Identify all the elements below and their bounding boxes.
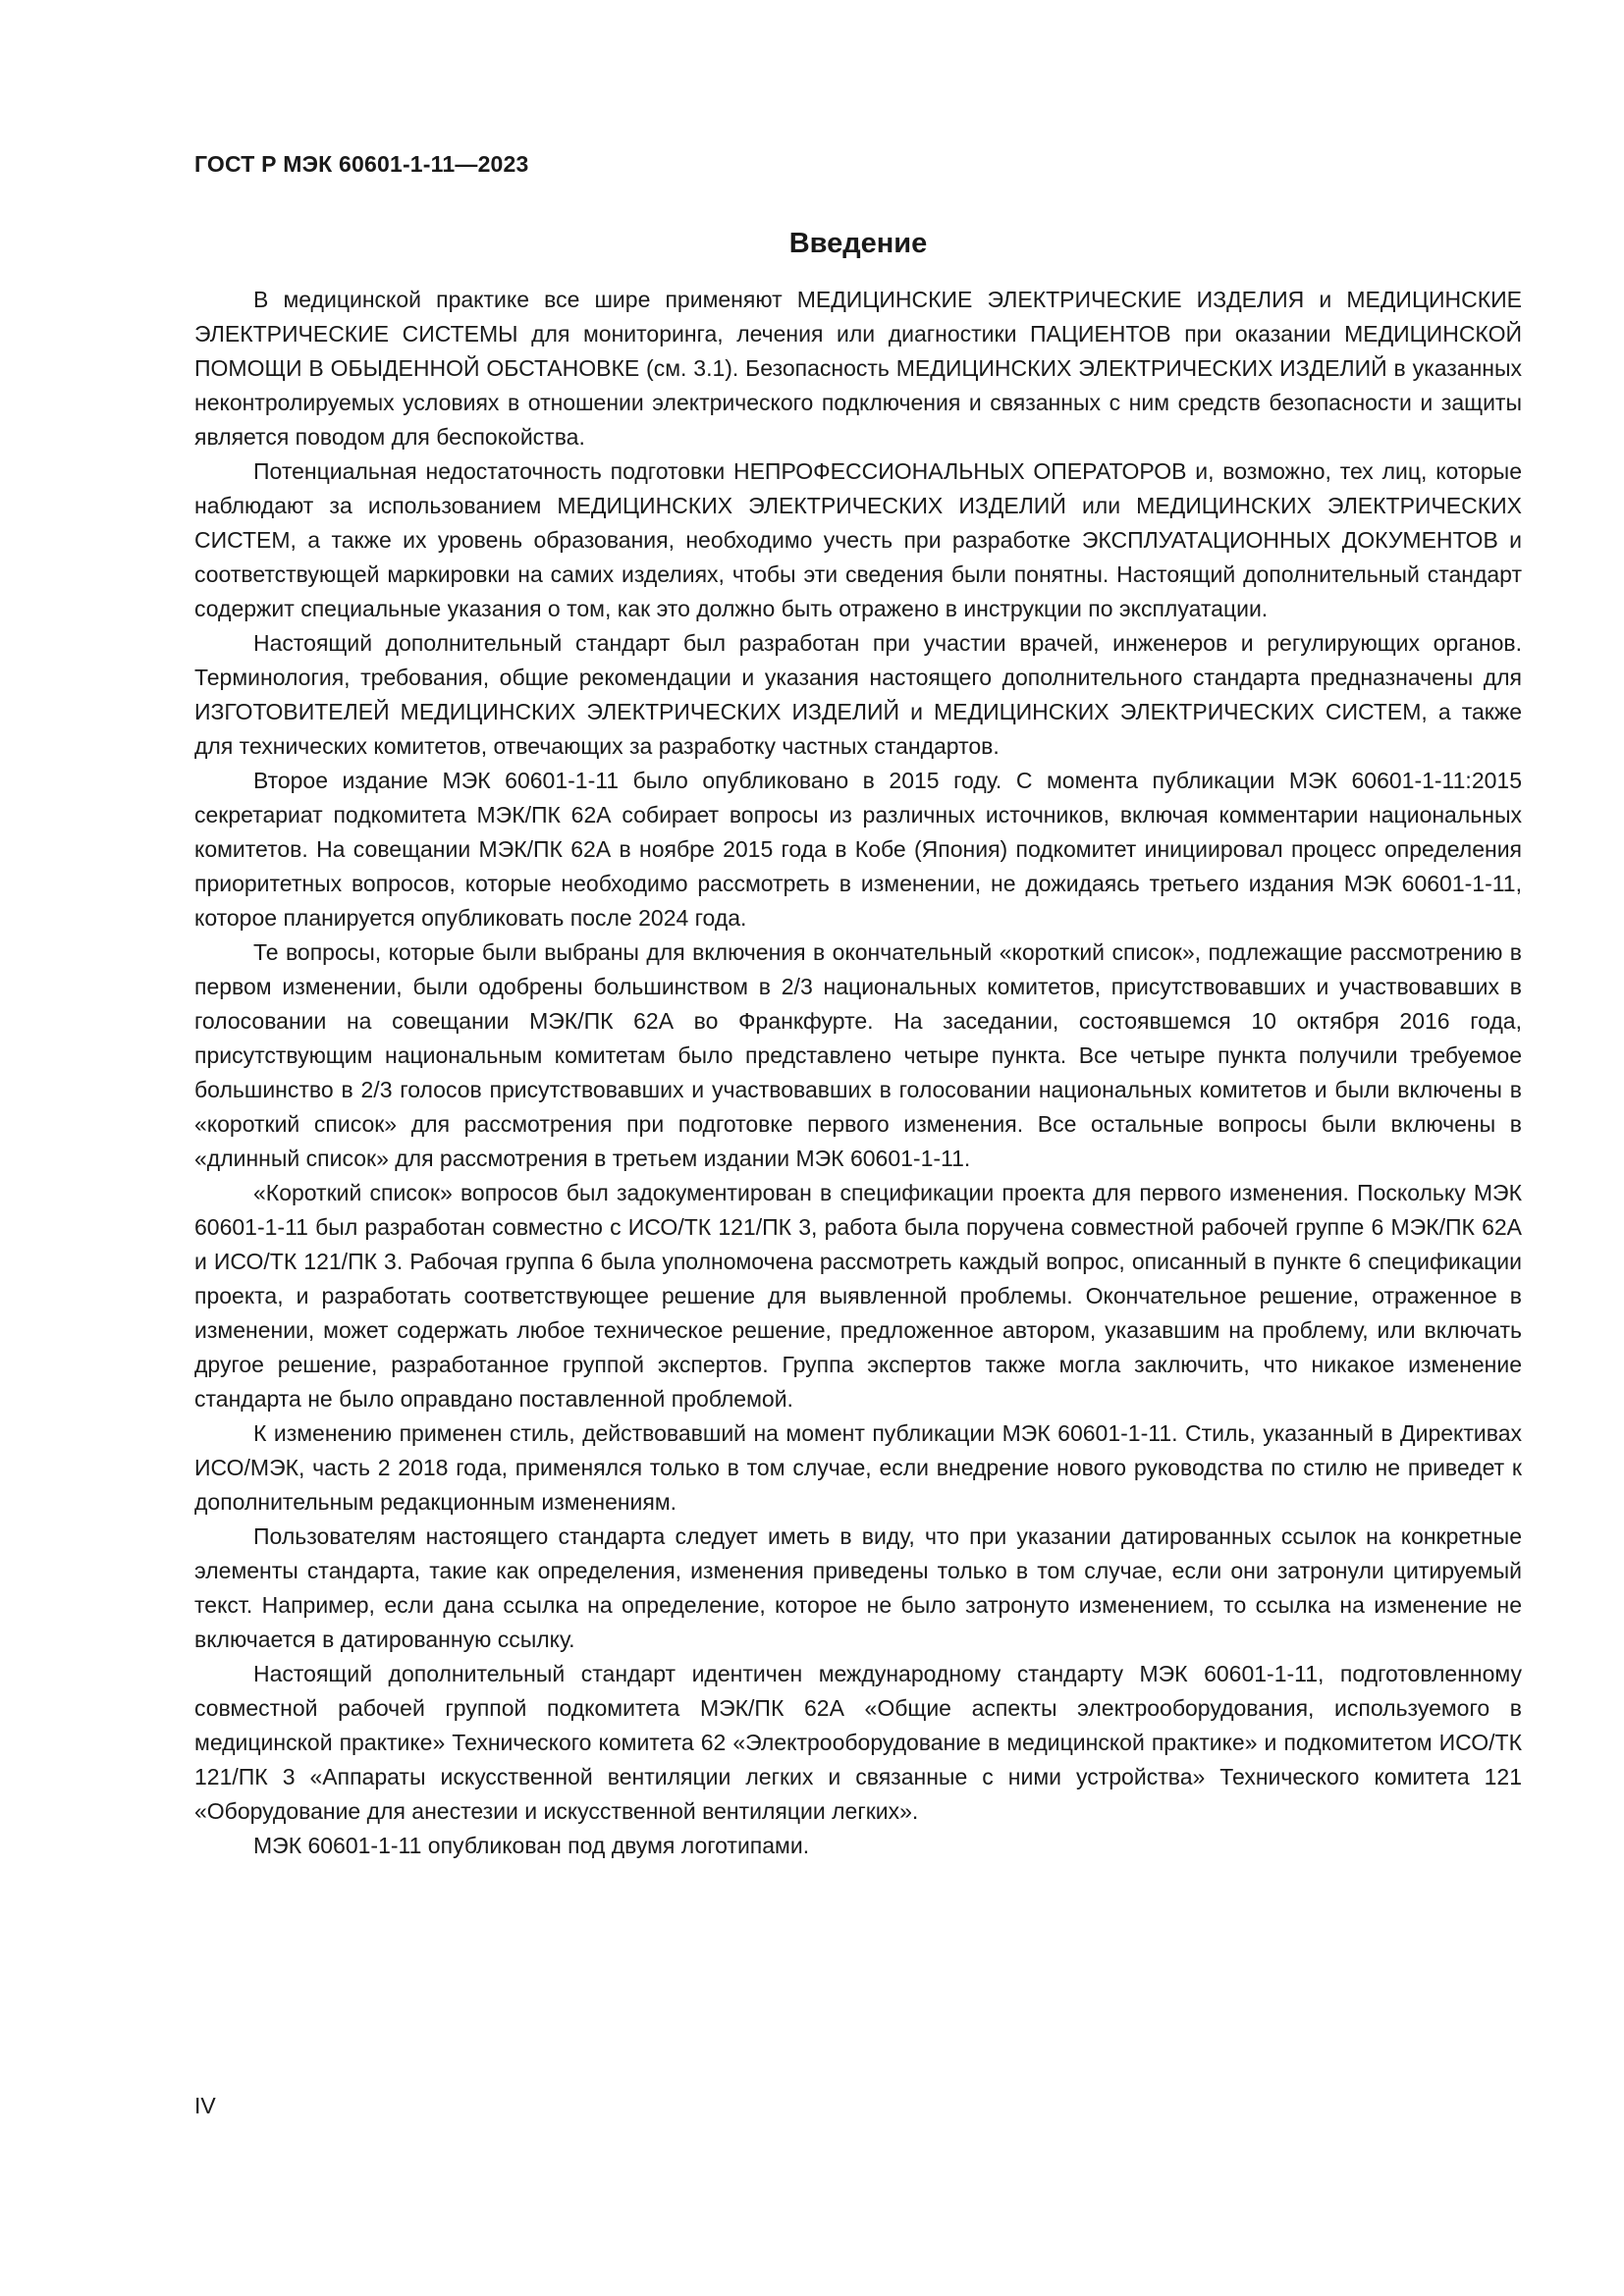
section-title: Введение: [788, 228, 928, 259]
paragraph: К изменению применен стиль, действовавший на момент публикации МЭК 60601-1-11. Стиль, указанный в Директивах ИСО/МЭК, часть 2 2018 года, применялся только в том случае, если внедрение нового руководства по стилю не приведет к дополнительным редакционным изменениям.: [194, 1420, 1522, 1515]
page-number: IV: [194, 2093, 216, 2118]
paragraph: Настоящий дополнительный стандарт был разработан при участии врачей, инженеров и регулирующих органов. Терминология, требования, общие рекомендации и указания настоящего дополнительного стандарта предназначены для ИЗГОТОВИТЕЛЕЙ МЕДИЦИНСКИХ ЭЛЕКТРИЧЕСКИХ ИЗДЕЛИЙ и МЕДИЦИНСКИХ ЭЛЕКТРИЧЕСКИХ СИСТЕМ, а также для технических комитетов, отвечающих за разработку частных стандартов.: [194, 630, 1522, 759]
standard-code-header: ГОСТ Р МЭК 60601-1-11—2023: [194, 151, 529, 177]
paragraph: МЭК 60601-1-11 опубликован под двумя логотипами.: [253, 1833, 810, 1858]
paragraph: «Короткий список» вопросов был задокументирован в спецификации проекта для первого изменения. Поскольку МЭК 60601-1-11 был разработан совместно с ИСО/ТК 121/ПК 3, работа была поручена совместной рабочей группе 6 МЭК/ПК 62А и ИСО/ТК 121/ПК 3. Рабочая группа 6 была уполномочена рассмотреть каждый вопрос, описанный в пункте 6 спецификации проекта, и разработать соответствующее решение для выявленной проблемы. Окончательное решение, отраженное в изменении, может содержать любое техническое решение, предложенное автором, указавшим на проблему, или включать другое решение, разработанное группой экспертов. Группа экспертов также могла заключить, что никакое изменение стандарта не было оправдано поставленной проблемой.: [194, 1180, 1522, 1412]
paragraph: В медицинской практике все шире применяют МЕДИЦИНСКИЕ ЭЛЕКТРИЧЕСКИЕ ИЗДЕЛИЯ и МЕДИЦИНСКИЕ ЭЛЕКТРИЧЕСКИЕ СИСТЕМЫ для мониторинга, лечения или диагностики ПАЦИЕНТОВ при оказании МЕДИЦИНСКОЙ ПОМОЩИ В ОБЫДЕННОЙ ОБСТАНОВКЕ (см. 3.1). Безопасность МЕДИЦИНСКИХ ЭЛЕКТРИЧЕСКИХ ИЗДЕЛИЙ в указанных неконтролируемых условиях в отношении электрического подключения и связанных с ним средств безопасности и защиты является поводом для беспокойства.: [194, 287, 1522, 450]
paragraph: Второе издание МЭК 60601-1-11 было опубликовано в 2015 году. С момента публикации МЭК 60601-1-11:2015 секретариат подкомитета МЭК/ПК 62А собирает вопросы из различных источников, включая комментарии национальных комитетов. На совещании МЭК/ПК 62А в ноябре 2015 года в Кобе (Япония) подкомитет инициировал процесс определения приоритетных вопросов, которые необходимо рассмотреть в изменении, не дожидаясь третьего издания МЭК 60601-1-11, которое планируется опубликовать после 2024 года.: [194, 768, 1522, 931]
paragraph: Пользователям настоящего стандарта следует иметь в виду, что при указании датированных ссылок на конкретные элементы стандарта, такие как определения, изменения приведены только в том случае, если они затронули цитируемый текст. Например, если дана ссылка на определение, которое не было затронуто изменением, то ссылка на изменение не включается в датированную ссылку.: [194, 1523, 1522, 1652]
introduction-body: [194, 283, 1522, 1863]
paragraph: Потенциальная недостаточность подготовки НЕПРОФЕССИОНАЛЬНЫХ ОПЕРАТОРОВ и, возможно, тех лиц, которые наблюдают за использованием МЕДИЦИНСКИХ ЭЛЕКТРИЧЕСКИХ ИЗДЕЛИЙ или МЕДИЦИНСКИХ ЭЛЕКТРИЧЕСКИХ СИСТЕМ, а также их уровень образования, необходимо учесть при разработке ЭКСПЛУАТАЦИОННЫХ ДОКУМЕНТОВ и соответствующей маркировки на самих изделиях, чтобы эти сведения были понятны. Настоящий дополнительный стандарт содержит специальные указания о том, как это должно быть отражено в инструкции по эксплуатации.: [194, 458, 1522, 621]
paragraph: Настоящий дополнительный стандарт идентичен международному стандарту МЭК 60601-1-11, подготовленному совместной рабочей группой подкомитета МЭК/ПК 62А «Общие аспекты электрооборудования, используемого в медицинской практике» Технического комитета 62 «Электрооборудование в медицинской практике» и подкомитетом ИСО/ТК 121/ПК 3 «Аппараты искусственной вентиляции легких и связанные с ними устройства» Технического комитета 121 «Оборудование для анестезии и искусственной вентиляции легких».: [194, 1661, 1522, 1824]
paragraph: Те вопросы, которые были выбраны для включения в окончательный «короткий список», подлежащие рассмотрению в первом изменении, были одобрены большинством в 2/3 национальных комитетов, присутствовавших и участвовавших в голосовании на совещании МЭК/ПК 62А во Франкфурте. На заседании, состоявшемся 10 октября 2016 года, присутствующим национальным комитетам было представлено четыре пункта. Все четыре пункта получили требуемое большинство в 2/3 голосов присутствовавших и участвовавших в голосовании национальных комитетов и были включены в «короткий список» для рассмотрения при подготовке первого изменения. Все остальные вопросы были включены в «длинный список» для рассмотрения в третьем издании МЭК 60601-1-11.: [194, 939, 1522, 1171]
